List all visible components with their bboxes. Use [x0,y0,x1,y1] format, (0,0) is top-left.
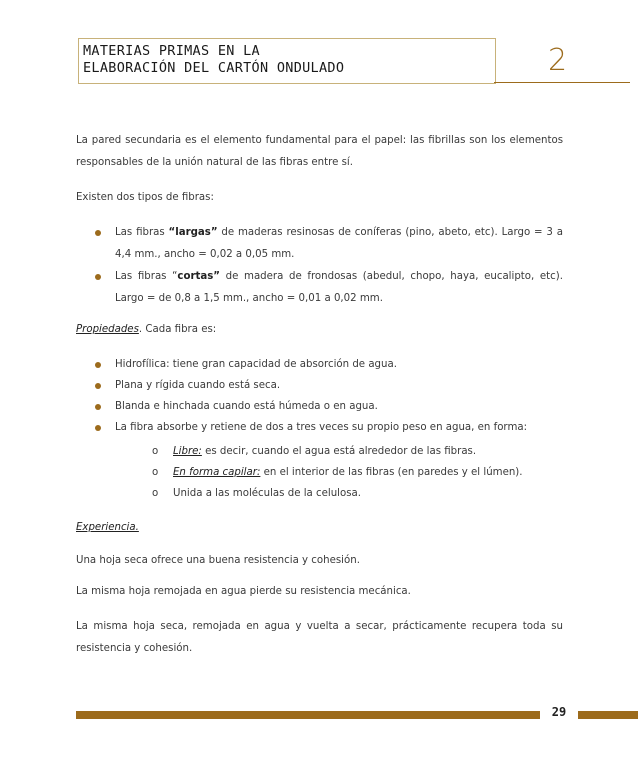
list-item [95,354,563,375]
bullet-icon [95,230,101,236]
paragraph-dry: Una hoja seca ofrece una buena resistencia y cohesión. [76,555,360,566]
paragraph-intro: La pared secundaria es el elemento fundamental para el papel: las fibrillas son los elementos responsables de la unión natural de las fibras entre sí. [76,135,563,168]
properties-label: Propiedades [76,324,139,335]
chapter-number: 2 [548,43,568,78]
sub-item-label: En forma capilar: [173,467,261,478]
list-item-text: Blanda e hinchada cuando está húmeda o en agua. [115,401,378,412]
experience-heading [76,517,139,539]
list-item-text: de maderas resinosas de coníferas (pino, abeto, etc). Largo = 3 a 4,4 mm., ancho = 0,02 a 0,05 mm. [115,227,563,260]
sub-item-label: Libre: [173,446,202,457]
sub-item-text: en el interior de las fibras (en paredes y el lúmen). [260,467,523,478]
bullet-icon [95,274,101,280]
list-item [95,222,563,266]
list-item-text: La fibra absorbe y retiene de dos a tres veces su propio peso en agua, en forma: [115,422,528,433]
chapter-title [83,43,483,77]
page-number: 29 [551,705,567,719]
chapter-title-line2: ELABORACIÓN DEL CARTÓN ONDULADO [83,60,345,76]
bullet-icon [95,362,101,368]
list-item [95,396,563,417]
list-item [95,417,563,438]
paragraph-properties [76,319,563,341]
sub-list-item [152,462,584,483]
footer-bar-left [76,711,540,719]
list-item [95,266,563,310]
circle-bullet-icon: o [152,488,159,499]
properties-list [95,354,563,438]
paragraph-wet: La misma hoja remojada en agua pierde su resistencia mecánica. [76,586,411,597]
properties-text: . Cada fibra es: [138,324,217,335]
list-item-bold: “largas” [168,227,218,238]
circle-bullet-icon: o [152,446,159,457]
paragraph-types: Existen dos tipos de fibras: [76,192,214,203]
sub-list-item [152,441,584,462]
experience-label: Experiencia. [76,522,139,533]
list-item-text: de madera de frondosas (abedul, chopo, haya, eucalipto, etc). Largo = de 0,8 a 1,5 mm., ancho = 0,01 a 0,02 mm. [115,271,563,304]
footer-bar-right [578,711,638,719]
bullet-icon [95,383,101,389]
fiber-type-list [95,222,563,310]
chapter-title-line1: MATERIAS PRIMAS EN LA [83,43,260,59]
sub-item-text: Unida a las moléculas de la celulosa. [173,488,362,499]
list-item-bold: cortas” [177,271,220,282]
header-rule [494,82,630,83]
bullet-icon [95,425,101,431]
circle-bullet-icon: o [152,467,159,478]
list-item-text: Plana y rígida cuando está seca. [115,380,281,391]
list-item-text: Las fibras [115,227,169,238]
list-item-text: Las fibras “ [115,271,178,282]
sub-list-item [152,483,584,504]
list-item [95,375,563,396]
list-item-text: Hidrofílica: tiene gran capacidad de absorción de agua. [115,359,397,370]
paragraph-redried: La misma hoja seca, remojada en agua y vuelta a secar, prácticamente recupera toda su resistencia y cohesión. [76,621,563,654]
bullet-icon [95,404,101,410]
sub-item-text: es decir, cuando el agua está alrededor de las fibras. [201,446,477,457]
